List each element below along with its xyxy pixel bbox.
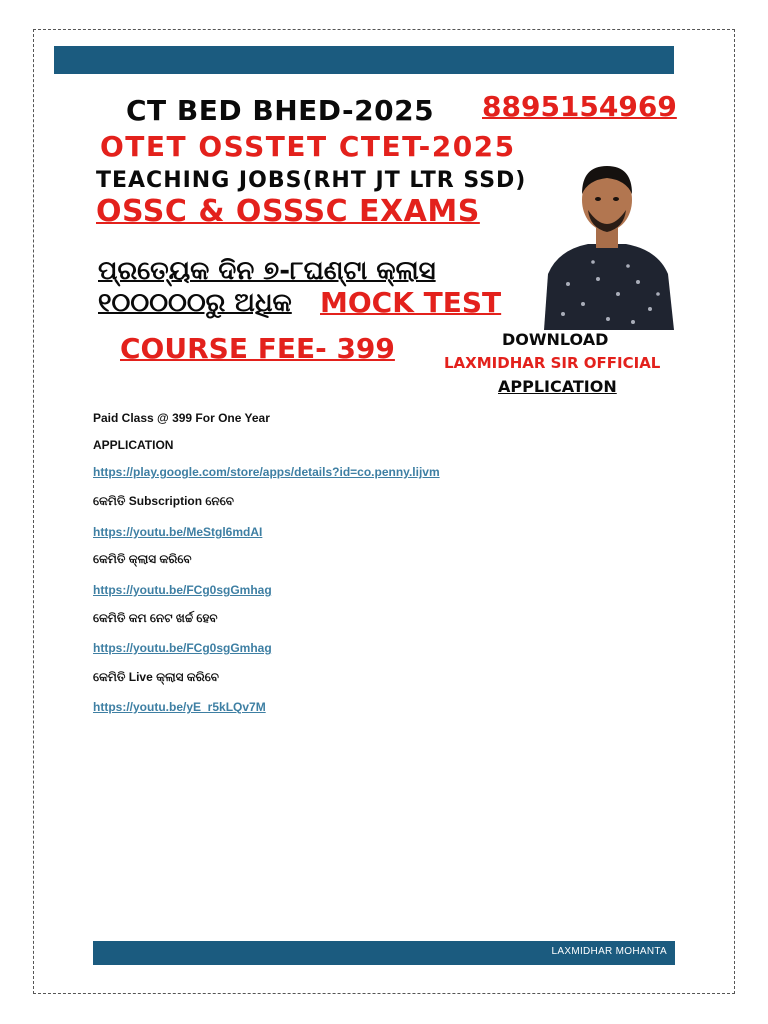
banner-daily-classes: ପ୍ରତ୍ୟେକ ଦିନ ୭-୮ଘଣ୍ଟା କ୍ଲାସ [98, 256, 436, 286]
person-silhouette-icon [538, 154, 676, 330]
banner-course-fee: COURSE FEE- 399 [120, 332, 395, 365]
paid-class-text: Paid Class @ 399 For One Year [93, 411, 270, 425]
banner-download: DOWNLOAD [502, 330, 609, 349]
application-heading: APPLICATION [93, 438, 174, 452]
banner-application: APPLICATION [498, 377, 617, 396]
playstore-link[interactable]: https://play.google.com/store/apps/details?id=co.penny.lijvm [93, 465, 440, 479]
live-class-text: କେମିତି Live କ୍ଲାସ କରିବେ [93, 670, 219, 684]
data-saving-video-link[interactable]: https://youtu.be/FCg0sgGmhag [93, 641, 272, 655]
data-saving-text: କେମିତି କମ ନେଟ ଖର୍ଚ୍ଚ ହେବ [93, 611, 218, 625]
banner-ossc: OSSC & OSSSC EXAMS [96, 194, 480, 229]
banner-official: LAXMIDHAR SIR OFFICIAL [444, 354, 661, 372]
teacher-photo [538, 154, 676, 330]
banner-title: CT BED BHED-2025 [126, 94, 435, 127]
banner-phone: 8895154969 [482, 90, 677, 123]
live-class-video-link[interactable]: https://youtu.be/yE_r5kLQv7M [93, 700, 266, 714]
footer-bar [93, 941, 675, 965]
header-bar [54, 46, 674, 74]
class-text: କେମିତି କ୍ଲାସ କରିବେ [93, 552, 192, 566]
subscription-video-link[interactable]: https://youtu.be/MeStgl6mdAI [93, 525, 263, 539]
banner-exams: OTET OSSTET CTET-2025 [100, 130, 516, 163]
promo-banner [90, 84, 676, 402]
class-video-link[interactable]: https://youtu.be/FCg0sgGmhag [93, 583, 272, 597]
banner-teaching-jobs: TEACHING JOBS(RHT JT LTR SSD) [96, 168, 527, 193]
footer-author: LAXMIDHAR MOHANTA [551, 946, 667, 957]
subscription-text: କେମିତି Subscription ନେବେ [93, 494, 234, 508]
banner-mock-test: MOCK TEST [320, 286, 502, 319]
banner-mock-count: ୧୦୦୦୦୦ରୁ ଅଧିକ [98, 288, 292, 318]
